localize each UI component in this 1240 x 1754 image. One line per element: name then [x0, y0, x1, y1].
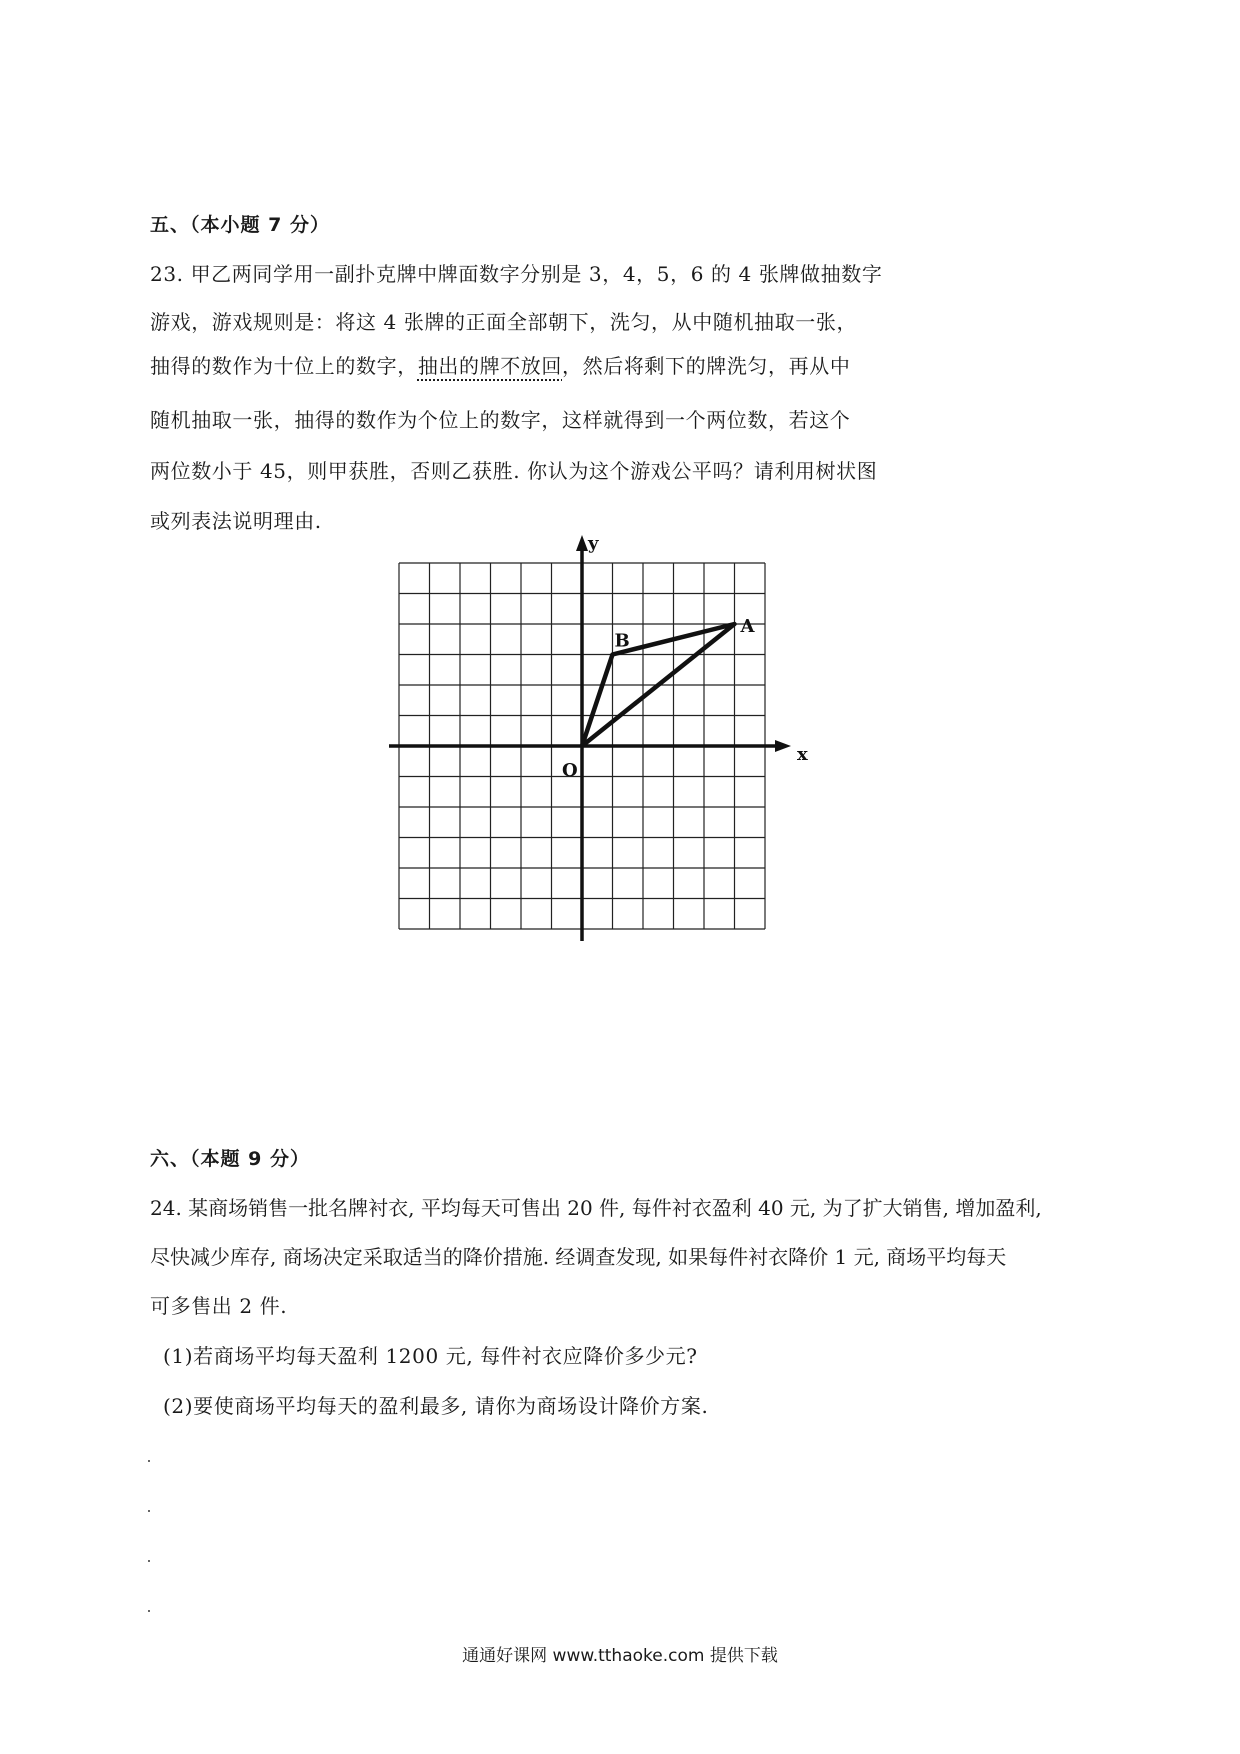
margin-mark	[148, 1610, 150, 1612]
line-3-after: ，然后将剩下的牌洗匀，再从中	[562, 354, 851, 378]
problem-23-line-2: 游戏，游戏规则是：将这 4 张牌的正面全部朝下，洗匀，从中随机抽取一张，	[150, 310, 858, 334]
sub-question-2: (2)要使商场平均每天的盈利最多, 请你为商场设计降价方案.	[163, 1394, 709, 1418]
sub-question-1: (1)若商场平均每天盈利 1200 元, 每件衬衣应降价多少元?	[163, 1344, 698, 1368]
problem-24-line-2: 尽快减少库存, 商场决定采取适当的降价措施. 经调查发现, 如果每件衬衣降价 1 元, 商场平均每天	[150, 1245, 1007, 1269]
section-6-title: 六、（本题 9 分）	[150, 1148, 310, 1170]
emphasized-phrase: 抽出的牌不放回	[417, 354, 563, 378]
y-axis-arrow-icon	[576, 535, 588, 551]
problem-23-line-1: 23. 甲乙两同学用一副扑克牌中牌面数字分别是 3，4，5，6 的 4 张牌做抽数字	[150, 262, 883, 286]
coordinate-grid-figure	[400, 512, 860, 982]
point-b-label: B	[614, 630, 630, 652]
margin-mark	[148, 1560, 150, 1562]
section-5-title: 五、（本小题 7 分）	[150, 214, 330, 236]
origin-label: O	[562, 760, 578, 781]
line-3-before: 抽得的数作为十位上的数字，	[150, 354, 418, 378]
problem-24-line-3: 可多售出 2 件.	[150, 1294, 288, 1318]
problem-23-line-6: 或列表法说明理由.	[150, 509, 322, 533]
page-footer: 通通好课网 www.tthaoke.com 提供下载	[462, 1646, 778, 1666]
x-axis-arrow-icon	[775, 740, 791, 752]
margin-mark	[148, 1510, 150, 1512]
problem-23-line-4: 随机抽取一张，抽得的数作为个位上的数字，这样就得到一个两位数，若这个	[150, 408, 851, 432]
y-axis-label: y	[588, 533, 599, 554]
x-axis-label: x	[797, 744, 808, 765]
problem-23-line-5: 两位数小于 45，则甲获胜，否则乙获胜. 你认为这个游戏公平吗？请利用树状图	[150, 459, 878, 483]
problem-23-line-3	[150, 350, 850, 379]
margin-mark	[148, 1460, 150, 1462]
problem-24-line-1: 24. 某商场销售一批名牌衬衣, 平均每天可售出 20 件, 每件衬衣盈利 40 元, 为了扩大销售, 增加盈利,	[150, 1196, 1042, 1220]
point-a-label: A	[740, 616, 755, 637]
